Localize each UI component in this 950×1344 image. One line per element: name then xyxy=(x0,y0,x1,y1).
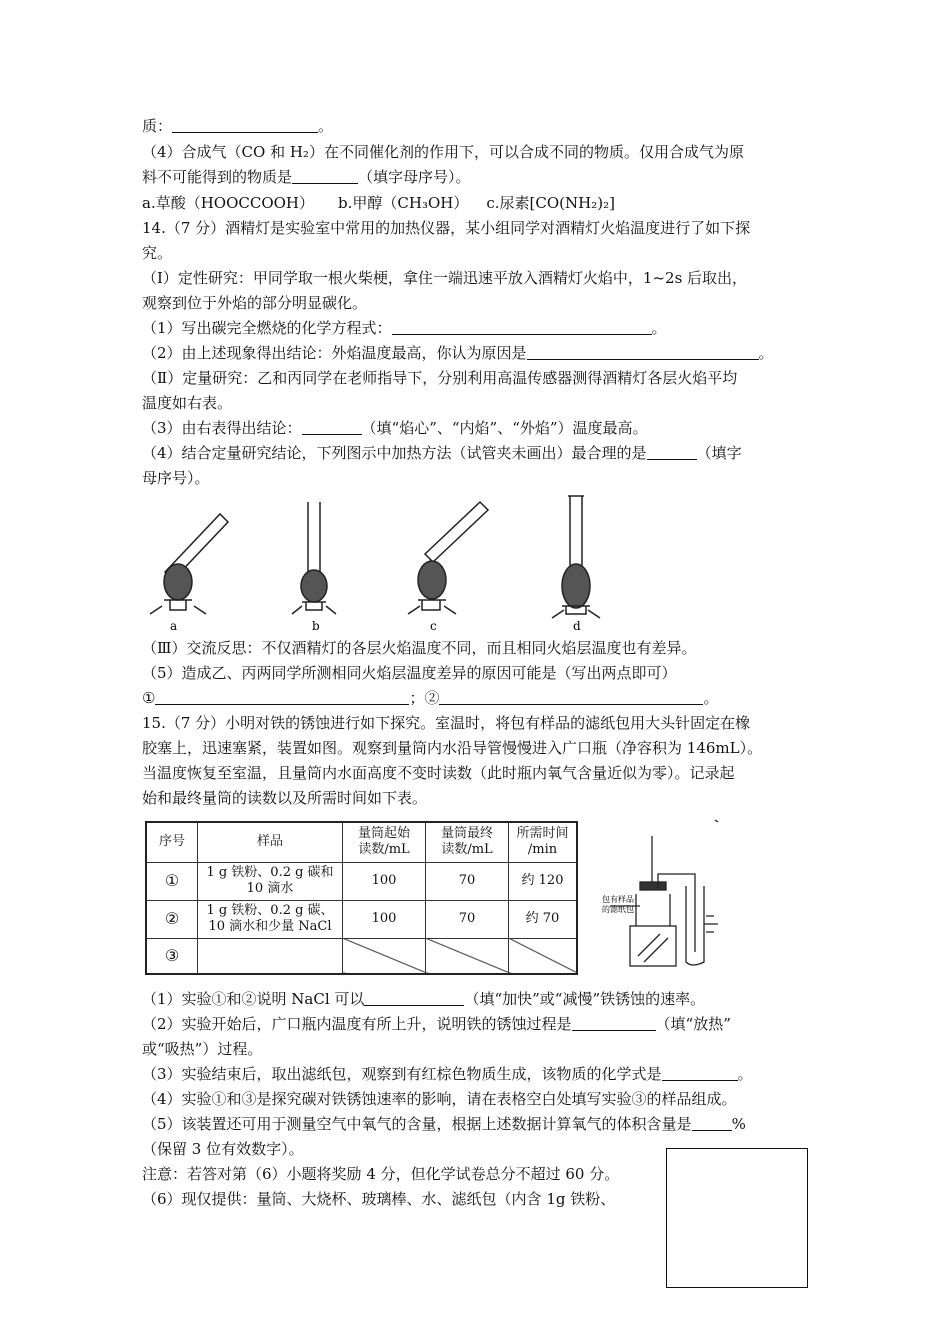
q15-stem: 15.（7 分）小明对铁的锈蚀进行如下探究。室温时，将包有样品的滤纸包用大头针固定在橡 xyxy=(142,714,751,732)
table-header-row xyxy=(146,822,577,862)
q14-stem: 14.（7 分）酒精灯是实验室中常用的加热仪器，某小组同学对酒精灯火焰温度进行了如下探 xyxy=(142,219,751,237)
line-27: （4）实验①和③是探究碳对铁锈蚀速率的影响，请在表格空白处填写实验③的样品组成。 xyxy=(142,1090,737,1108)
table-cell: ② xyxy=(146,900,198,938)
figure-c xyxy=(408,502,488,614)
figure-label-a: a xyxy=(170,619,178,633)
apparatus-label: 包有样品 xyxy=(602,895,634,904)
figure-label-b: b xyxy=(312,619,320,633)
header-cell: 序号 xyxy=(146,822,198,862)
answer-blank[interactable] xyxy=(662,1065,738,1081)
table-cell: 1 g 铁粉、0.2 g 碳、 10 滴水和少量 NaCl xyxy=(198,900,343,938)
answer-box[interactable] xyxy=(666,1148,808,1288)
table-cell: 1 g 铁粉、0.2 g 碳和 10 滴水 xyxy=(198,862,343,900)
answer-blank[interactable] xyxy=(302,419,362,435)
line-31: （6）现仅提供：量筒、大烧杯、玻璃棒、水、滤纸包（内含 1g 铁粉、 xyxy=(142,1190,616,1208)
answer-blank[interactable] xyxy=(155,689,409,705)
line-26: （3）实验结束后，取出滤纸包，观察到有红棕色物质生成，该物质的化学式是 。 xyxy=(142,1065,753,1083)
table-cell-crossed xyxy=(509,938,578,974)
line-29: （保留 3 位有效数字）。 xyxy=(142,1140,304,1158)
answer-blank[interactable] xyxy=(527,344,759,360)
answer-blank[interactable] xyxy=(439,689,703,705)
line-20: 胶塞上，迅速塞紧，装置如图。观察到量筒内水沿导管慢慢进入广口瓶（净容积为 146mL）。 xyxy=(142,739,763,757)
line-30: 注意：若答对第（6）小题将奖励 4 分，但化学试卷总分不超过 60 分。 xyxy=(142,1165,620,1183)
figure-a xyxy=(150,514,228,614)
line-1: 质： 。 xyxy=(142,117,334,135)
line-15: 母序号）。 xyxy=(142,469,210,487)
table-cell: 100 xyxy=(343,862,426,900)
table-cell: 100 xyxy=(343,900,426,938)
line-7: （Ⅰ）定性研究：甲同学取一根火柴梗，拿住一端迅速平放入酒精灯火焰中，1~2s 后取出， xyxy=(142,269,748,287)
line-17: （5）造成乙、丙两同学所测相同火焰层温度差异的原因可能是（写出两点即可） xyxy=(142,664,677,682)
line-11: （Ⅱ）定量研究：乙和丙同学在老师指导下，分别利用高温传感器测得酒精灯各层火焰平均 xyxy=(142,369,738,387)
line-16: （Ⅲ）交流反思：不仅酒精灯的各层火焰温度不同，而且相同火焰层温度也有差异。 xyxy=(142,639,697,657)
line-14: （4）结合定量研究结论，下列图示中加热方法（试管夹未画出）最合理的是 （填字 xyxy=(142,444,742,462)
table-cell: 70 xyxy=(426,900,509,938)
line-18: ① ；② 。 xyxy=(142,689,719,707)
line-2: （4）合成气（CO 和 H₂）在不同催化剂的作用下，可以合成不同的物质。仅用合成气为原 xyxy=(142,143,744,161)
line-10: （2）由上述现象得出结论：外焰温度最高，你认为原因是 。 xyxy=(142,344,774,362)
header-cell: 样品 xyxy=(198,822,343,862)
table-row xyxy=(146,938,577,974)
line-13: （3）由右表得出结论： （填“焰心”、“内焰”、“外焰”）温度最高。 xyxy=(142,419,648,437)
line-12: 温度如右表。 xyxy=(142,394,233,412)
table-cell: ① xyxy=(146,862,198,900)
table-cell: ③ xyxy=(146,938,198,974)
line-8: 观察到位于外焰的部分明显碳化。 xyxy=(142,294,368,312)
answer-blank[interactable] xyxy=(172,117,318,133)
apparatus-figure xyxy=(600,816,750,976)
table-cell-blank[interactable] xyxy=(198,938,343,974)
line-21: 当温度恢复至室温，且量筒内水面高度不变时读数（此时瓶内氧气含量近似为零）。记录起 xyxy=(142,764,735,782)
table-cell: 70 xyxy=(426,862,509,900)
line-24: （2）实验开始后，广口瓶内温度有所上升，说明铁的锈蚀过程是 （填“放热” xyxy=(142,1015,731,1033)
line-9: （1）写出碳完全燃烧的化学方程式： 。 xyxy=(142,319,667,337)
answer-blank[interactable] xyxy=(572,1015,656,1031)
line-28: （5）该装置还可用于测量空气中氧气的含量，根据上述数据计算氧气的体积含量是 % xyxy=(142,1115,746,1133)
line-22: 始和最终量筒的读数以及所需时间如下表。 xyxy=(142,789,428,807)
figure-label-c: c xyxy=(430,619,437,633)
header-cell: 量筒最终 读数/mL xyxy=(426,822,509,862)
table-cell-crossed xyxy=(343,938,426,974)
line-6: 究。 xyxy=(142,244,173,262)
answer-blank[interactable] xyxy=(647,444,697,460)
table-row xyxy=(146,900,577,938)
answer-blank[interactable] xyxy=(392,319,652,335)
table-cell: 约 120 xyxy=(509,862,578,900)
table-row xyxy=(146,862,577,900)
table-cell-crossed xyxy=(426,938,509,974)
answer-blank[interactable] xyxy=(292,168,358,184)
header-cell: 所需时间 /min xyxy=(509,822,578,862)
line-23: （1）实验①和②说明 NaCl 可以 （填“加快”或“减慢”铁锈蚀的速率。 xyxy=(142,990,706,1008)
table-cell: 约 70 xyxy=(509,900,578,938)
rust-experiment-table xyxy=(145,821,578,975)
apparatus-label: 的滤纸包 xyxy=(602,905,634,914)
heating-methods-figure xyxy=(140,494,620,634)
line-4: a.草酸（HOOCCOOH） b.甲醇（CH₃OH） c.尿素[CO(NH₂)₂] xyxy=(142,194,615,212)
header-cell: 量筒起始 读数/mL xyxy=(343,822,426,862)
line-3: 料不可能得到的物质是 （填字母序号）。 xyxy=(142,168,471,186)
line-25: 或“吸热”）过程。 xyxy=(142,1040,263,1058)
answer-blank[interactable] xyxy=(364,990,464,1006)
figure-b xyxy=(292,502,336,614)
answer-blank[interactable] xyxy=(692,1115,732,1131)
figure-label-d: d xyxy=(573,619,581,633)
figure-d xyxy=(552,496,600,618)
